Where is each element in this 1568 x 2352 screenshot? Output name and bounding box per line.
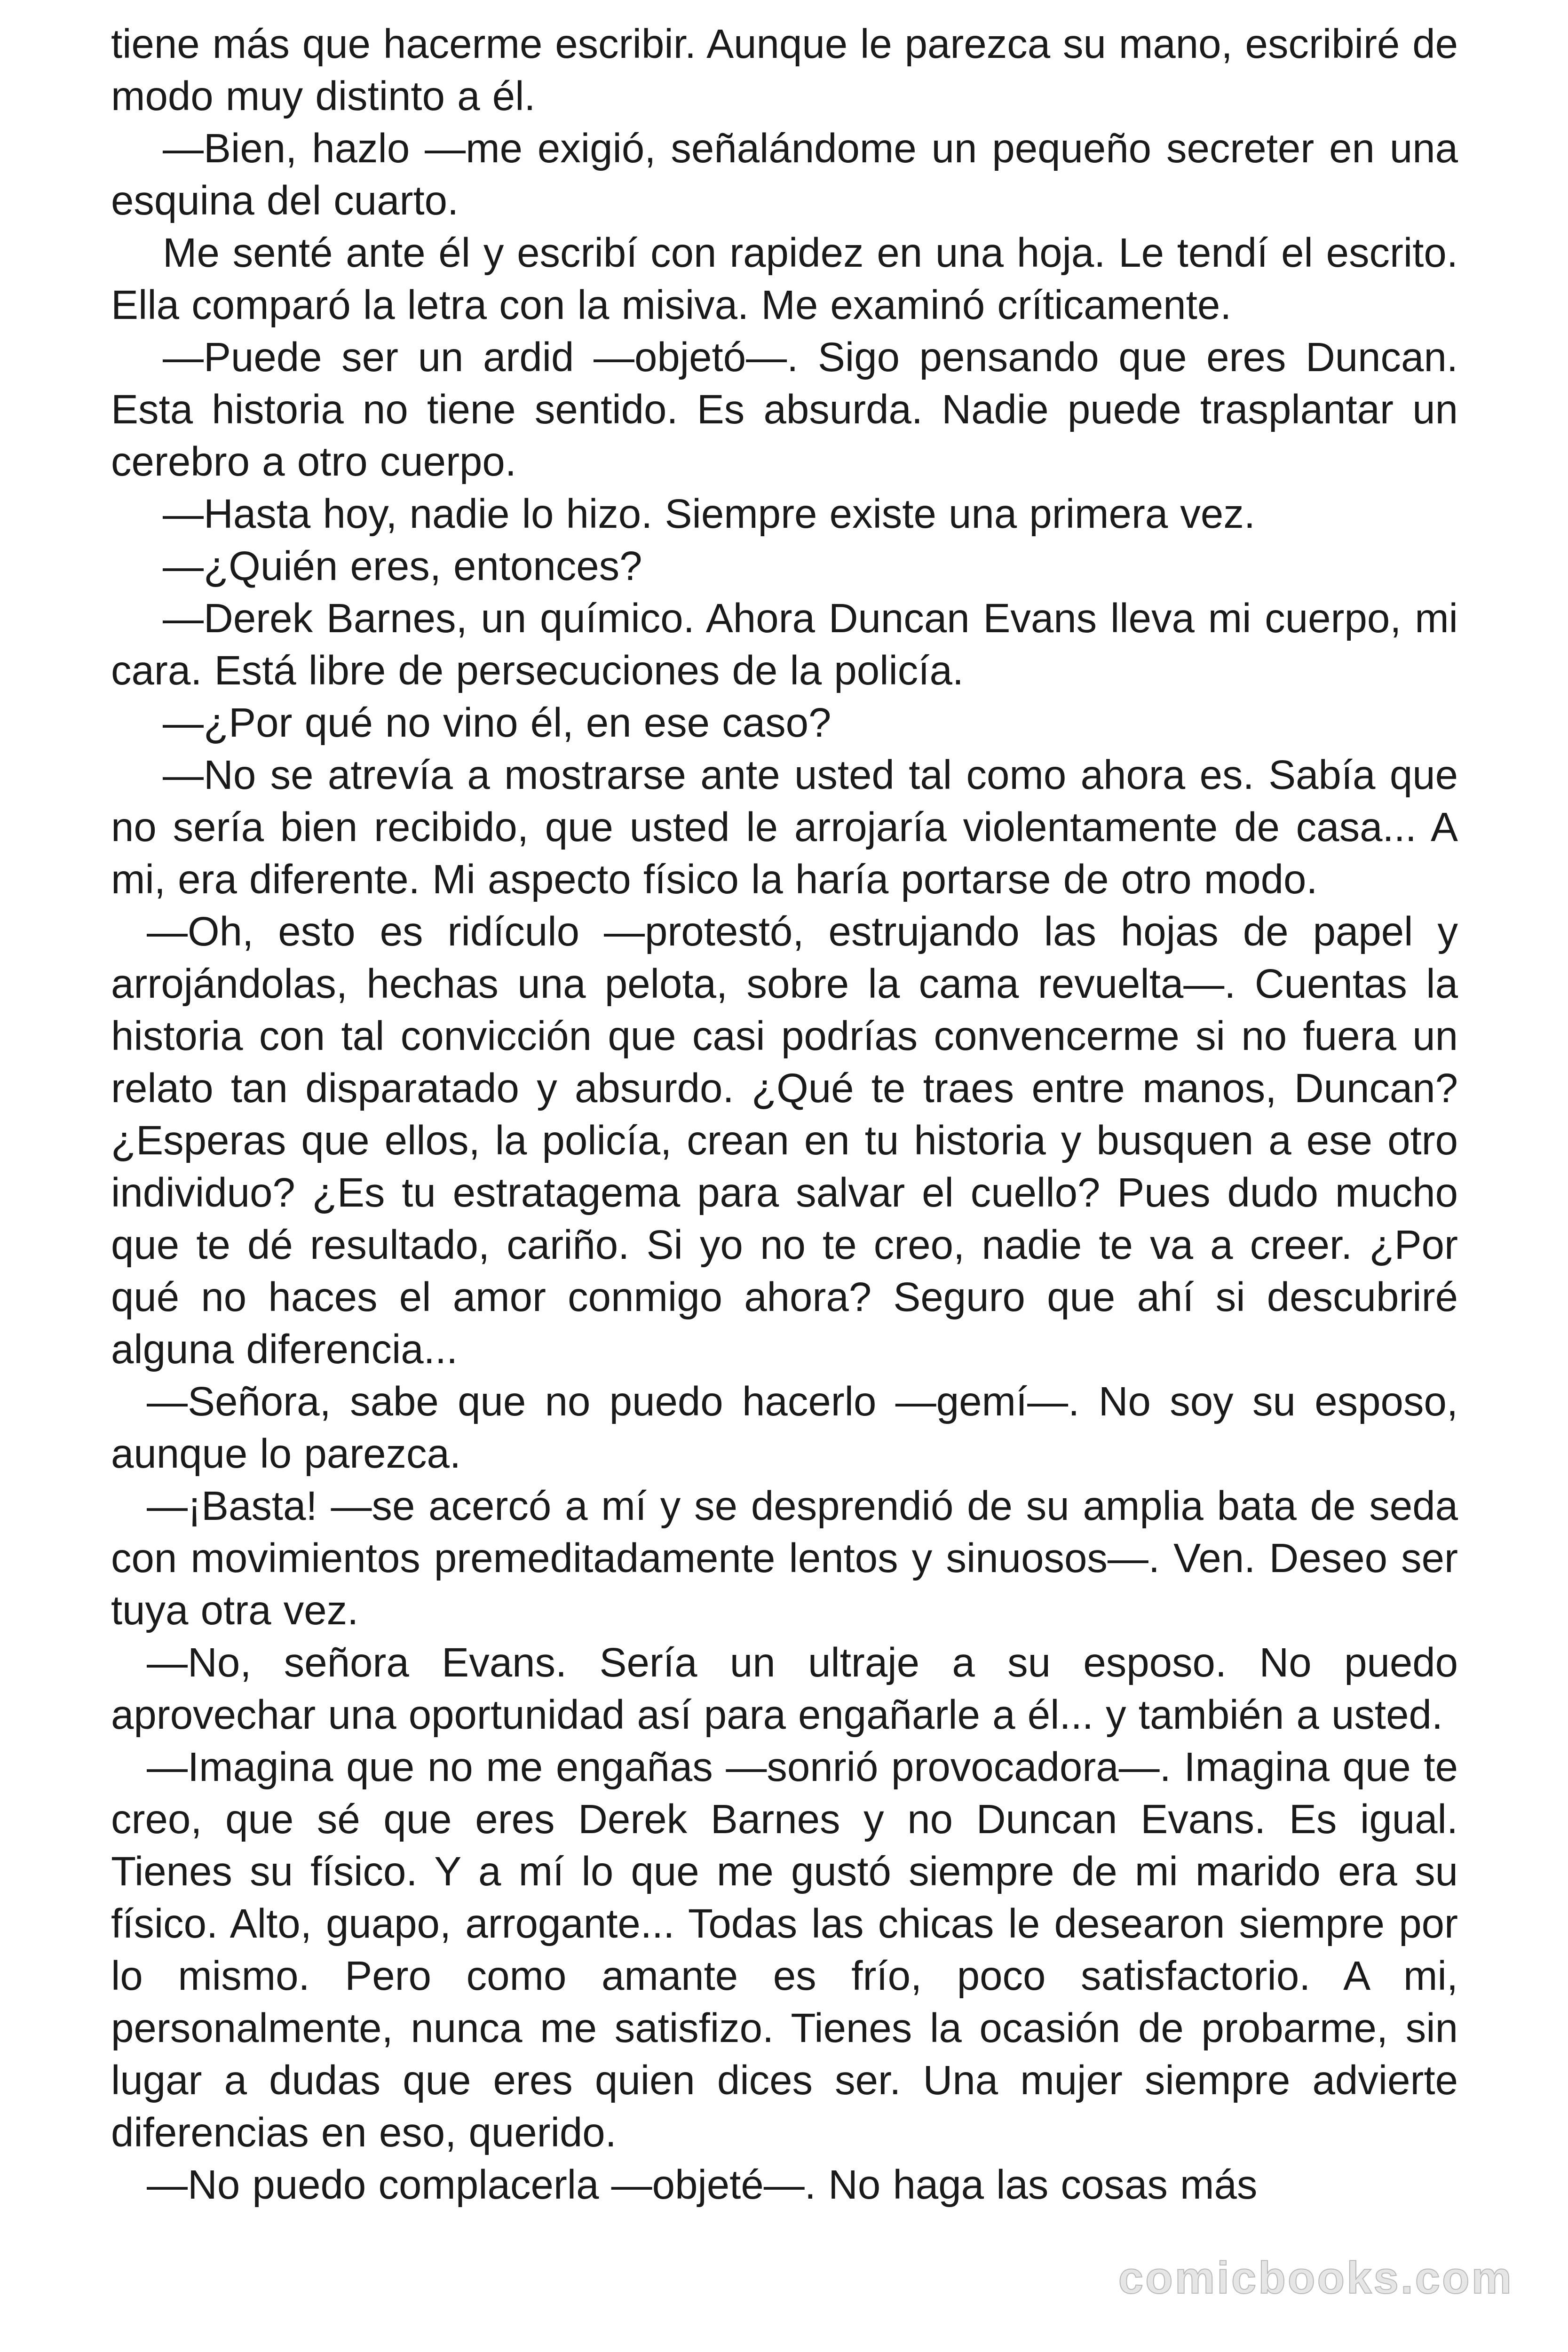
paragraph-10: —Oh, esto es ridículo —protestó, estrujando las hojas de papel y arrojándolas, hechas una pelota, sobre la cama revuelta—. Cuentas la historia con tal convicción que casi podrías convencerme si no fuera un relato tan disparatado y absurdo. ¿Qué te traes entre manos, Duncan? ¿Esperas que ellos, la policía, crean en tu historia y busquen a ese otro individuo? ¿Es tu estratagema para salvar el cuello? Pues dudo mucho que te dé resultado, cariño. Si yo no te creo, nadie te va a creer. ¿Por qué no haces el amor conmigo ahora? Seguro que ahí si descubriré alguna diferencia... — [111, 909, 1458, 1372]
paragraph-3: Me senté ante él y escribí con rapidez en una hoja. Le tendí el escrito. Ella comparó la letra con la misiva. Me examinó críticamente. — [111, 230, 1458, 328]
paragraph-13: —No, señora Evans. Sería un ultraje a su esposo. No puedo aprovechar una oportunidad así para engañarle a él... y también a usted. — [111, 1640, 1458, 1738]
watermark: comicbooks.com — [1116, 2252, 1516, 2304]
paragraph-1: tiene más que hacerme escribir. Aunque le parezca su mano, escribiré de modo muy distinto a él. — [111, 21, 1458, 119]
paragraph-4: —Puede ser un ardid —objetó—. Sigo pensando que eres Duncan. Esta historia no tiene sentido. Es absurda. Nadie puede trasplantar un cerebro a otro cuerpo. — [111, 334, 1458, 485]
paragraph-11: —Señora, sabe que no puedo hacerlo —gemí—. No soy su esposo, aunque lo parezca. — [111, 1379, 1458, 1477]
paragraph-12: —¡Basta! —se acercó a mí y se desprendió de su amplia bata de seda con movimientos premeditadamente lentos y sinuosos—. Ven. Deseo ser tuya otra vez. — [111, 1483, 1458, 1633]
page-text — [111, 18, 1458, 2211]
paragraph-14: —Imagina que no me engañas —sonrió provocadora—. Imagina que te creo, que sé que eres Derek Barnes y no Duncan Evans. Es igual. Tienes su físico. Y a mí lo que me gustó siempre de mi marido era su físico. Alto, guapo, arrogante... Todas las chicas le desearon siempre por lo mismo. Pero como amante es frío, poco satisfactorio. A mi, personalmente, nunca me satisfizo. Tienes la ocasión de probarme, sin lugar a dudas que eres quien dices ser. Una mujer siempre advierte diferencias en eso, querido. — [111, 1744, 1458, 2155]
paragraph-15: —No puedo complacerla —objeté—. No haga las cosas más — [147, 2162, 1258, 2208]
paragraph-2: —Bien, hazlo —me exigió, señalándome un pequeño secreter en una esquina del cuarto. — [111, 126, 1458, 223]
paragraph-9: —No se atrevía a mostrarse ante usted tal como ahora es. Sabía que no sería bien recibido, que usted le arrojaría violentamente de casa... A mi, era diferente. Mi aspecto físico la haría portarse de otro modo. — [111, 752, 1458, 902]
paragraph-7: —Derek Barnes, un químico. Ahora Duncan Evans lleva mi cuerpo, mi cara. Está libre de persecuciones de la policía. — [111, 596, 1458, 693]
paragraph-5: —Hasta hoy, nadie lo hizo. Siempre existe una primera vez. — [163, 491, 1255, 537]
paragraph-6: —¿Quién eres, entonces? — [163, 543, 642, 589]
paragraph-8: —¿Por qué no vino él, en ese caso? — [163, 700, 832, 746]
